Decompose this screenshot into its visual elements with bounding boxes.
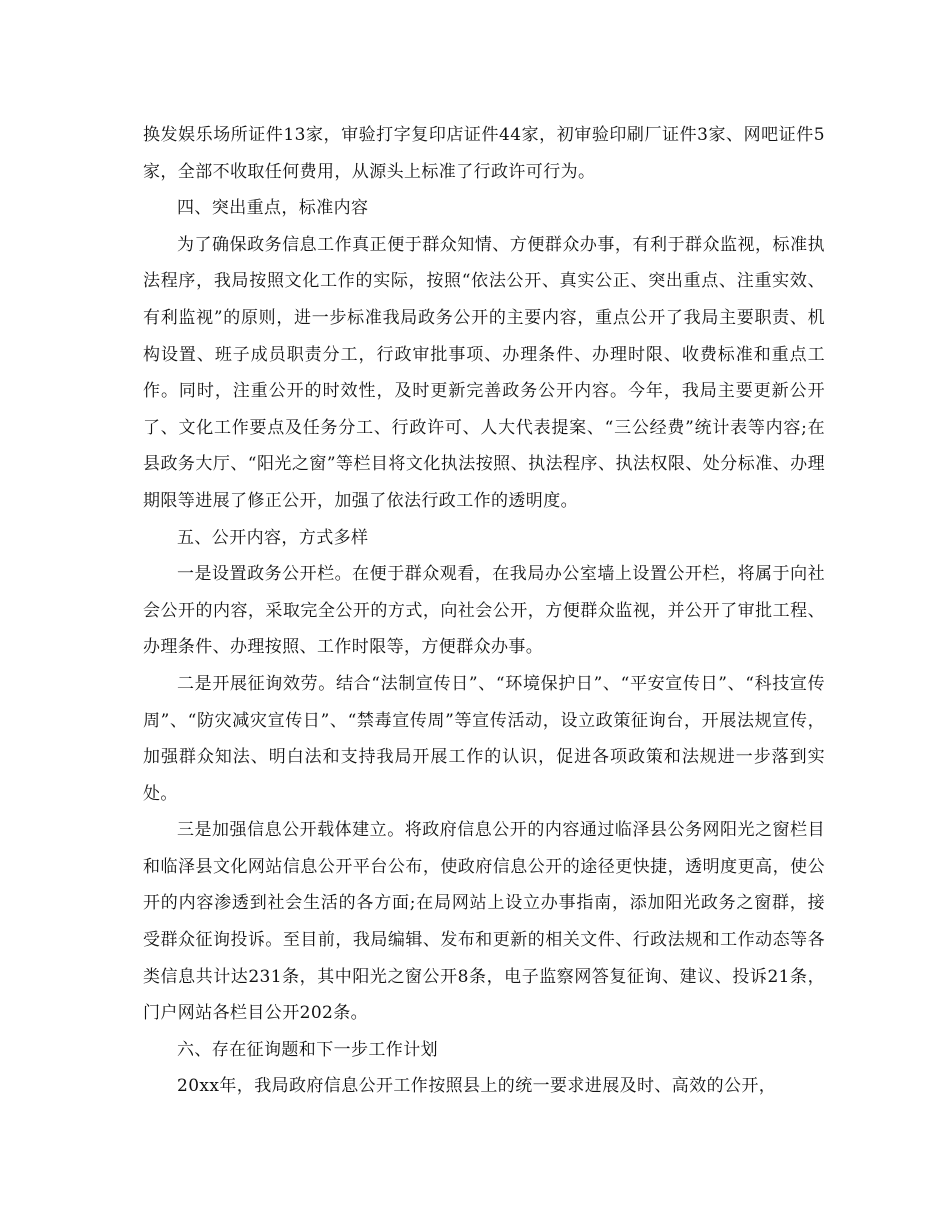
document-page	[143, 117, 825, 1105]
body-paragraph: 换发娱乐场所证件13家，审验打字复印店证件44家，初审验印刷厂证件3家、网吧证件5家，全部不收取任何费用，从源头上标准了行政许可行为。	[143, 125, 825, 182]
section-heading: 六、存在征询题和下一步工作计划	[177, 1039, 438, 1060]
body-paragraph: 三是加强信息公开载体建立。将政府信息公开的内容通过临泽县公务网阳光之窗栏目和临泽县文化网站信息公开平台公布，使政府信息公开的途径更快捷，透明度更高，使公开的内容渗透到社会生活的各方面;在局网站上设立办事指南，添加阳光政务之窗群，接受群众征询投诉。至目前，我局编辑、发布和更新的相关文件、行政法规和工作动态等各类信息共计达231条，其中阳光之窗公开8条，电子监察网答复征询、建议、投诉21条，门户网站各栏目公开202条。	[143, 820, 825, 1024]
body-paragraph: 一是设置政务公开栏。在便于群众观看，在我局办公室墙上设置公开栏，将属于向社会公开的内容，采取完全公开的方式，向社会公开，方便群众监视，并公开了审批工程、办理条件、办理按照、工作时限等，方便群众办事。	[143, 564, 825, 658]
body-paragraph: 为了确保政务信息工作真正便于群众知情、方便群众办事，有利于群众监视，标准执法程序，我局按照文化工作的实际，按照“依法公开、真实公正、突出重点、注重实效、有利监视”的原则，进一步标准我局政务公开的主要内容，重点公开了我局主要职责、机构设置、班子成员职责分工，行政审批事项、办理条件、办理时限、收费标准和重点工作。同时，注重公开的时效性，及时更新完善政务公开内容。今年，我局主要更新公开了、文化工作要点及任务分工、行政许可、人大代表提案、“三公经费”统计表等内容;在县政务大厅、“阳光之窗”等栏目将文化执法按照、执法程序、执法权限、处分标准、办理期限等进展了修正公开，加强了依法行政工作的透明度。	[143, 234, 825, 511]
body-paragraph: 20xx年，我局政府信息公开工作按照县上的统一要求进展及时、高效的公开，	[177, 1076, 777, 1097]
section-heading: 五、公开内容，方式多样	[177, 527, 369, 548]
body-paragraph: 二是开展征询效劳。结合“法制宣传日”、“环境保护日”、“平安宣传日”、“科技宣传周”、“防灾减灾宣传日”、“禁毒宣传周”等宣传活动，设立政策征询台，开展法规宣传，加强群众知法、明白法和支持我局开展工作的认识，促进各项政策和法规进一步落到实处。	[143, 673, 825, 804]
section-heading: 四、突出重点，标准内容	[177, 198, 369, 219]
